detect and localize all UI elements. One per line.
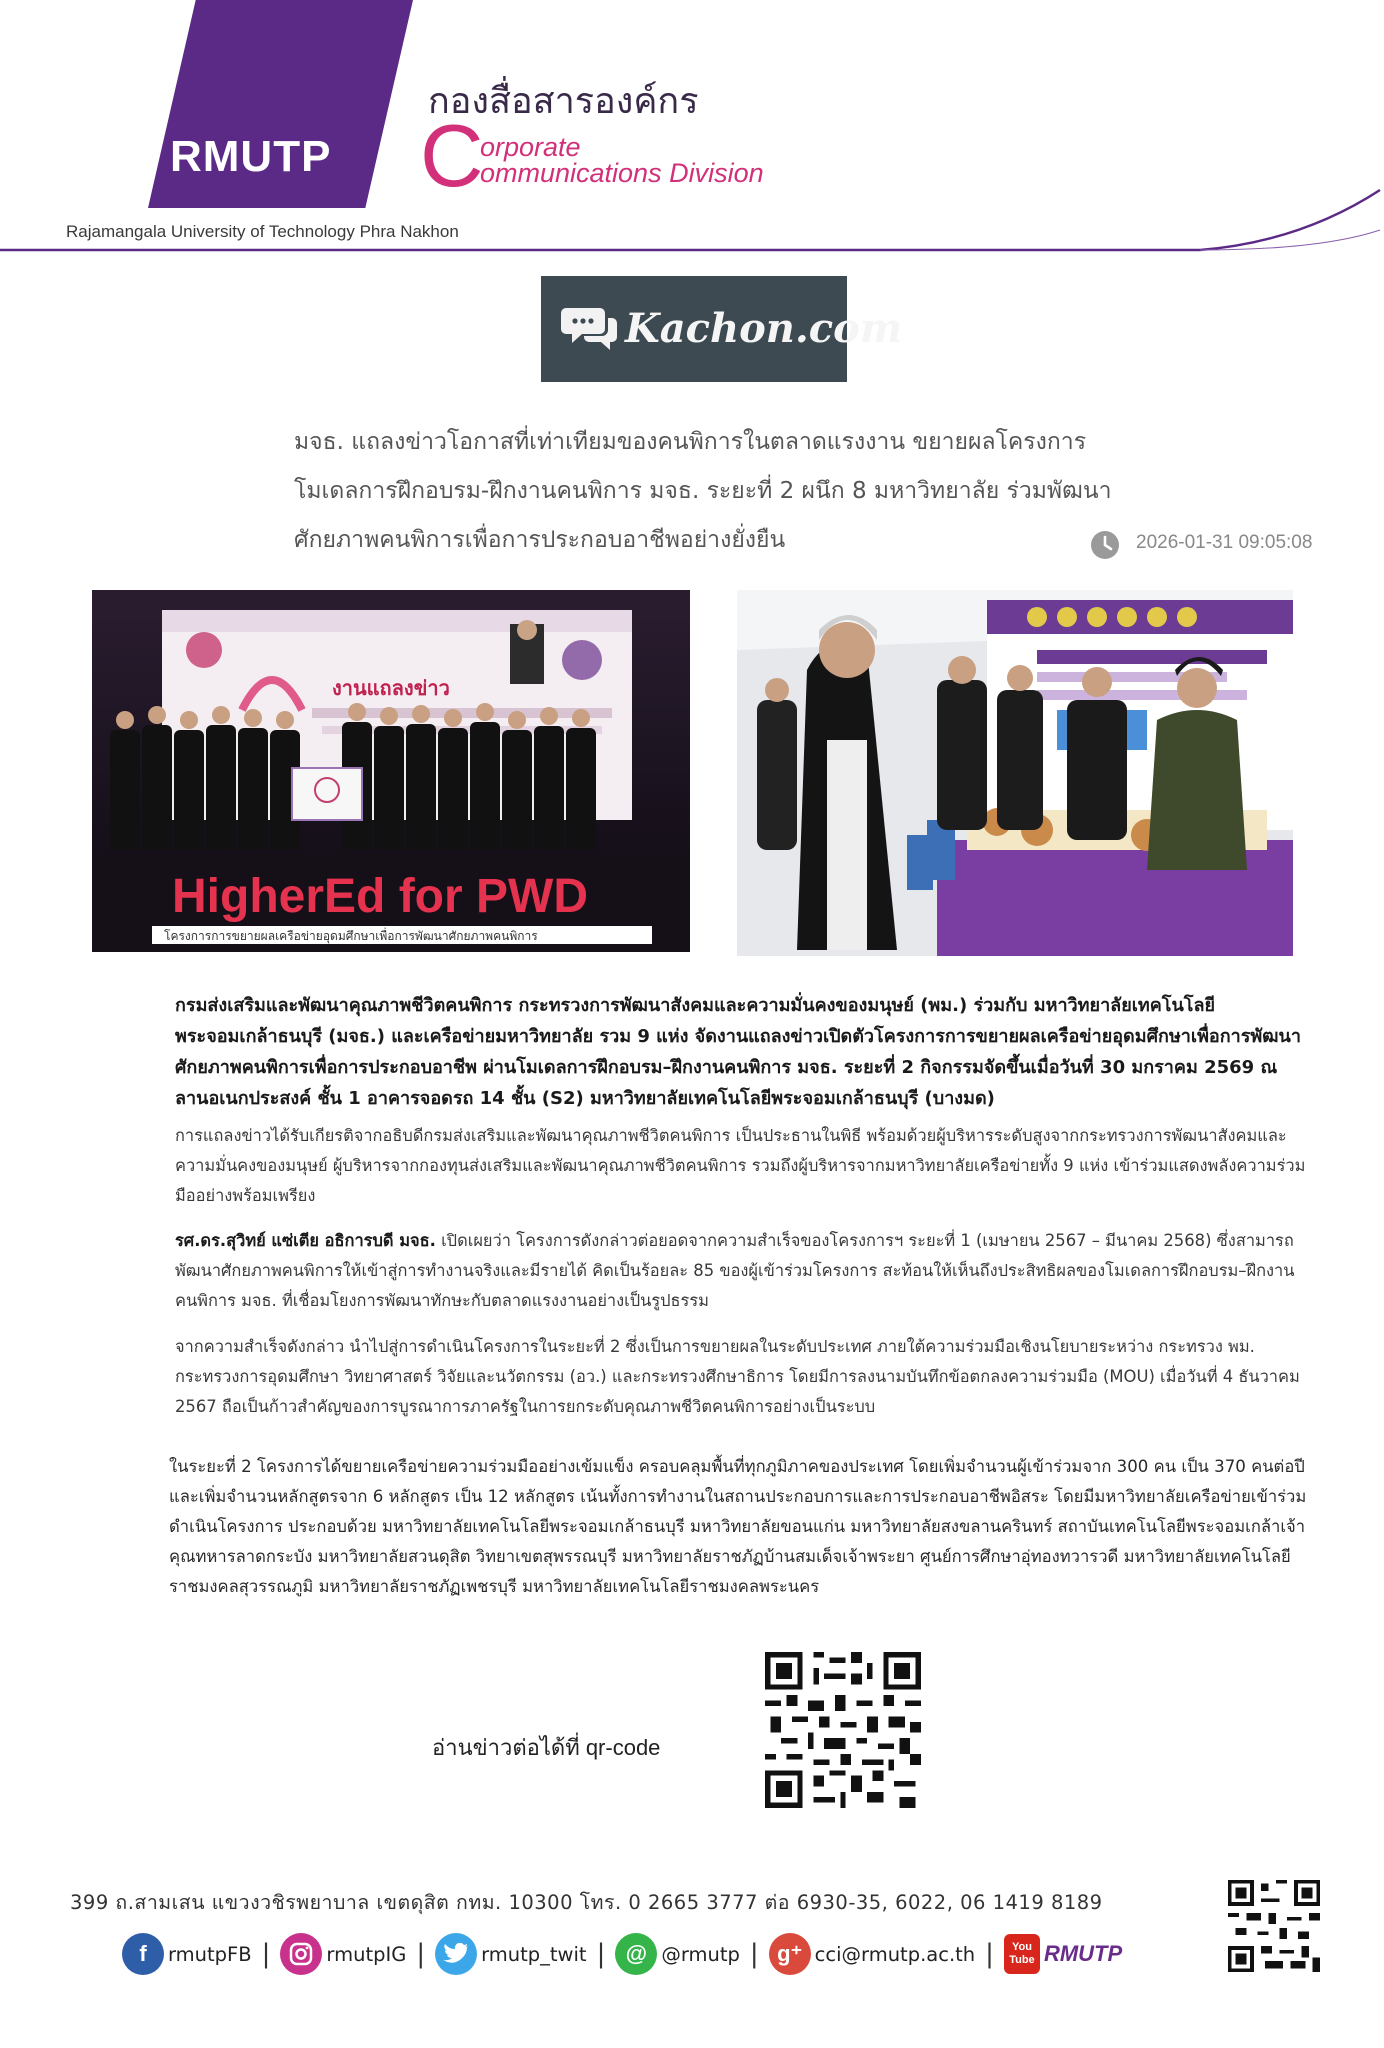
divider: | [261,1939,271,1969]
footer-address: 399 ถ.สามเสน แขวงวชิรพยาบาล เขตดุสิต กทม. 10300 โทร. 0 2665 3777 ต่อ 6930-35, 6022, 06 1419 8189 [70,1891,1103,1914]
division-title-en-line1: orporate [480,132,581,162]
instagram-icon [280,1933,322,1975]
photo1-caption: HigherEd for PWD [172,870,588,923]
press-conference-photo [92,590,690,952]
divider: | [596,1939,606,1969]
email-label: cci@rmutp.ac.th [814,1942,976,1966]
chat-bubbles-icon [560,302,620,354]
youtube-label: RMUTP [1043,1941,1123,1966]
headline-line: โมเดลการฝึกอบรม-ฝึกงานคนพิการ มจธ. ระยะที่ 2 ผนึก 8 มหาวิทยาลัย ร่วมพัฒนา [294,478,1112,504]
clock-icon [1090,530,1120,560]
paragraph-2-body: เปิดเผยว่า โครงการดังกล่าวต่อยอดจากความสำเร็จของโครงการฯ ระยะที่ 1 (เมษายน 2567 – มีนาคม 2568) ซึ่งสามารถพัฒนาศักยภาพคนพิการให้เข้าสู่การทำงานจริงและมีรายได้ คิดเป็นร้อยละ 85 ของผู้เข้าร่วมโครงการ สะท้อนให้เห็นถึงประสิทธิผลของโมเดลการฝึกอบรม–ฝึกงานคนพิการ มจธ. ที่เชื่อมโยงการพัฒนาทักษะกับตลาดแรงงานอย่างเป็นรูปธรรม [175,1231,1295,1310]
email-link[interactable] [769,1933,976,1975]
instagram-label: rmutpIG [326,1942,407,1966]
paragraph-2-speaker: รศ.ดร.สุวิทย์ แซ่เตีย อธิการบดี มจธ. [175,1231,436,1250]
instagram-link[interactable] [280,1933,406,1975]
line-link[interactable] [615,1933,740,1975]
facebook-icon: f [122,1933,164,1975]
twitter-link[interactable] [435,1933,586,1975]
article-headline [294,418,1124,565]
article-timestamp: 2026-01-31 09:05:08 [1136,532,1313,553]
divider: | [749,1939,759,1969]
headline-line: มจธ. แถลงข่าวโอกาสที่เท่าเทียมของคนพิการในตลาดแรงงาน ขยายผลโครงการ [294,429,1087,455]
division-title-thai: กองสื่อสารองค์กร [428,81,699,122]
division-title-en-line2: ommunications Division [480,158,764,188]
twitter-icon [435,1933,477,1975]
facebook-label: rmutpFB [168,1942,252,1966]
youtube-icon [1004,1934,1040,1974]
social-links-bar [122,1932,1122,1976]
division-initial: C [420,106,484,205]
headline-line: ศักยภาพคนพิการเพื่อการประกอบอาชีพอย่างยั่งยืน [294,527,786,553]
photo1-subcaption: โครงการการขยายผลเครือข่ายอุดมศึกษาเพื่อการพัฒนาศักยภาพคนพิการ [164,929,538,943]
divider: | [416,1939,426,1969]
youtube-link[interactable] [1004,1934,1122,1974]
article-paragraph-2 [175,1226,1315,1316]
youtube-box-bottom: Tube [1009,1954,1035,1966]
article-paragraph-1: การแถลงข่าวได้รับเกียรติจากอธิบดีกรมส่งเสริมและพัฒนาคุณภาพชีวิตคนพิการ เป็นประธานในพิธี พร้อมด้วยผู้บริหารระดับสูงจากกระทรวงการพัฒนาสังคมและความมั่นคงของมนุษย์ ผู้บริหารจากกองทุนส่งเสริมและพัฒนาคุณภาพชีวิตคนพิการ รวมถึงผู้บริหารจากมหาวิทยาลัยเครือข่ายทั้ง 9 แห่ง เข้าร่วมแสดงพลังความร่วมมืออย่างพร้อมเพรียง [175,1126,1306,1205]
twitter-label: rmutp_twit [481,1942,587,1966]
youtube-box-top: You [1011,1941,1032,1953]
google-plus-icon: g⁺ [769,1933,811,1975]
university-name: Rajamangala University of Technology Phra Nakhon [66,222,459,241]
line-icon: @ [615,1933,657,1975]
article-paragraph-4: ในระยะที่ 2 โครงการได้ขยายเครือข่ายความร่วมมืออย่างเข้มแข็ง ครอบคลุมพื้นที่ทุกภูมิภาคของประเทศ โดยเพิ่มจำนวนผู้เข้าร่วมจาก 300 คน เป็น 370 คนต่อปี และเพิ่มจำนวนหลักสูตรจาก 6 หลักสูตร เป็น 12 หลักสูตร เน้นทั้งการทำงานในสถานประกอบการและการประกอบอาชีพอิสระ โดยมีมหาวิทยาลัยเครือข่ายเข้าร่วมดำเนินโครงการ ประกอบด้วย มหาวิทยาลัยเทคโนโลยีพระจอมเกล้าธนบุรี มหาวิทยาลัยขอนแก่น มหาวิทยาลัยสงขลานครินทร์ สถาบันเทคโนโลยีพระจอมเกล้าเจ้าคุณทหารลาดกระบัง มหาวิทยาลัยสวนดุสิต วิทยาเขตสุพรรณบุรี มหาวิทยาลัยราชภัฏบ้านสมเด็จเจ้าพระยา ศูนย์การศึกษาอุ่ทองทวารวดี มหาวิทยาลัยเทคโนโลยีราชมงคลสุวรรณภูมิ มหาวิทยาลัยราชภัฏเพชรบุรี มหาวิทยาลัยเทคโนโลยีราชมงคลพระนคร [169,1457,1307,1596]
line-label: @rmutp [661,1942,740,1966]
read-more-text: อ่านข่าวต่อได้ที่ qr-code [432,1735,661,1760]
photo1-banner-title: งานแถลงข่าว [332,676,450,700]
exhibition-booth-photo [737,590,1293,956]
facebook-link[interactable] [122,1933,252,1975]
footer-qr-code[interactable] [1228,1880,1320,1972]
rmutp-logo-text: RMUTP [170,132,332,181]
article-lead: กรมส่งเสริมและพัฒนาคุณภาพชีวิตคนพิการ กระทรวงการพัฒนาสังคมและความมั่นคงของมนุษย์ (พม.) ร่วมกับ มหาวิทยาลัยเทคโนโลยีพระจอมเกล้าธนบุรี (มจธ.) และเครือข่ายมหาวิทยาลัย รวม 9 แห่ง จัดงานแถลงข่าวเปิดตัวโครงการการขยายผลเครือข่ายอุดมศึกษาเพื่อการพัฒนาศักยภาพคนพิการเพื่อการประกอบอาชีพ ผ่านโมเดลการฝึกอบรม–ฝึกงานคนพิการ มจธ. ระยะที่ 2 กิจกรรมจัดขึ้นเมื่อวันที่ 30 มกราคม 2569 ณ ลานอเนกประสงค์ ชั้น 1 อาคารจอดรถ 14 ชั้น (S2) มหาวิทยาลัยเทคโนโลยีพระจอมเกล้าธนบุรี (บางมด) [175,995,1301,1109]
article-paragraph-3: จากความสำเร็จดังกล่าว นำไปสู่การดำเนินโครงการในระยะที่ 2 ซึ่งเป็นการขยายผลในระดับประเทศ ภายใต้ความร่วมมือเชิงนโยบายระหว่าง กระทรวง พม. กระทรวงการอุดมศึกษา วิทยาศาสตร์ วิจัยและนวัตกรรม (อว.) และกระทรวงศึกษาธิการ โดยมีการลงนามบันทึกข้อตกลงความร่วมมือ (MOU) เมื่อวันที่ 4 ธันวาคม 2567 ถือเป็นก้าวสำคัญของการบูรณาการภาครัฐในการยกระดับคุณภาพชีวิตคนพิการอย่างเป็นระบบ [175,1337,1300,1416]
article-qr-code[interactable] [764,1652,922,1808]
source-badge-text: Kachon.com [625,305,903,352]
divider: | [985,1939,994,1969]
